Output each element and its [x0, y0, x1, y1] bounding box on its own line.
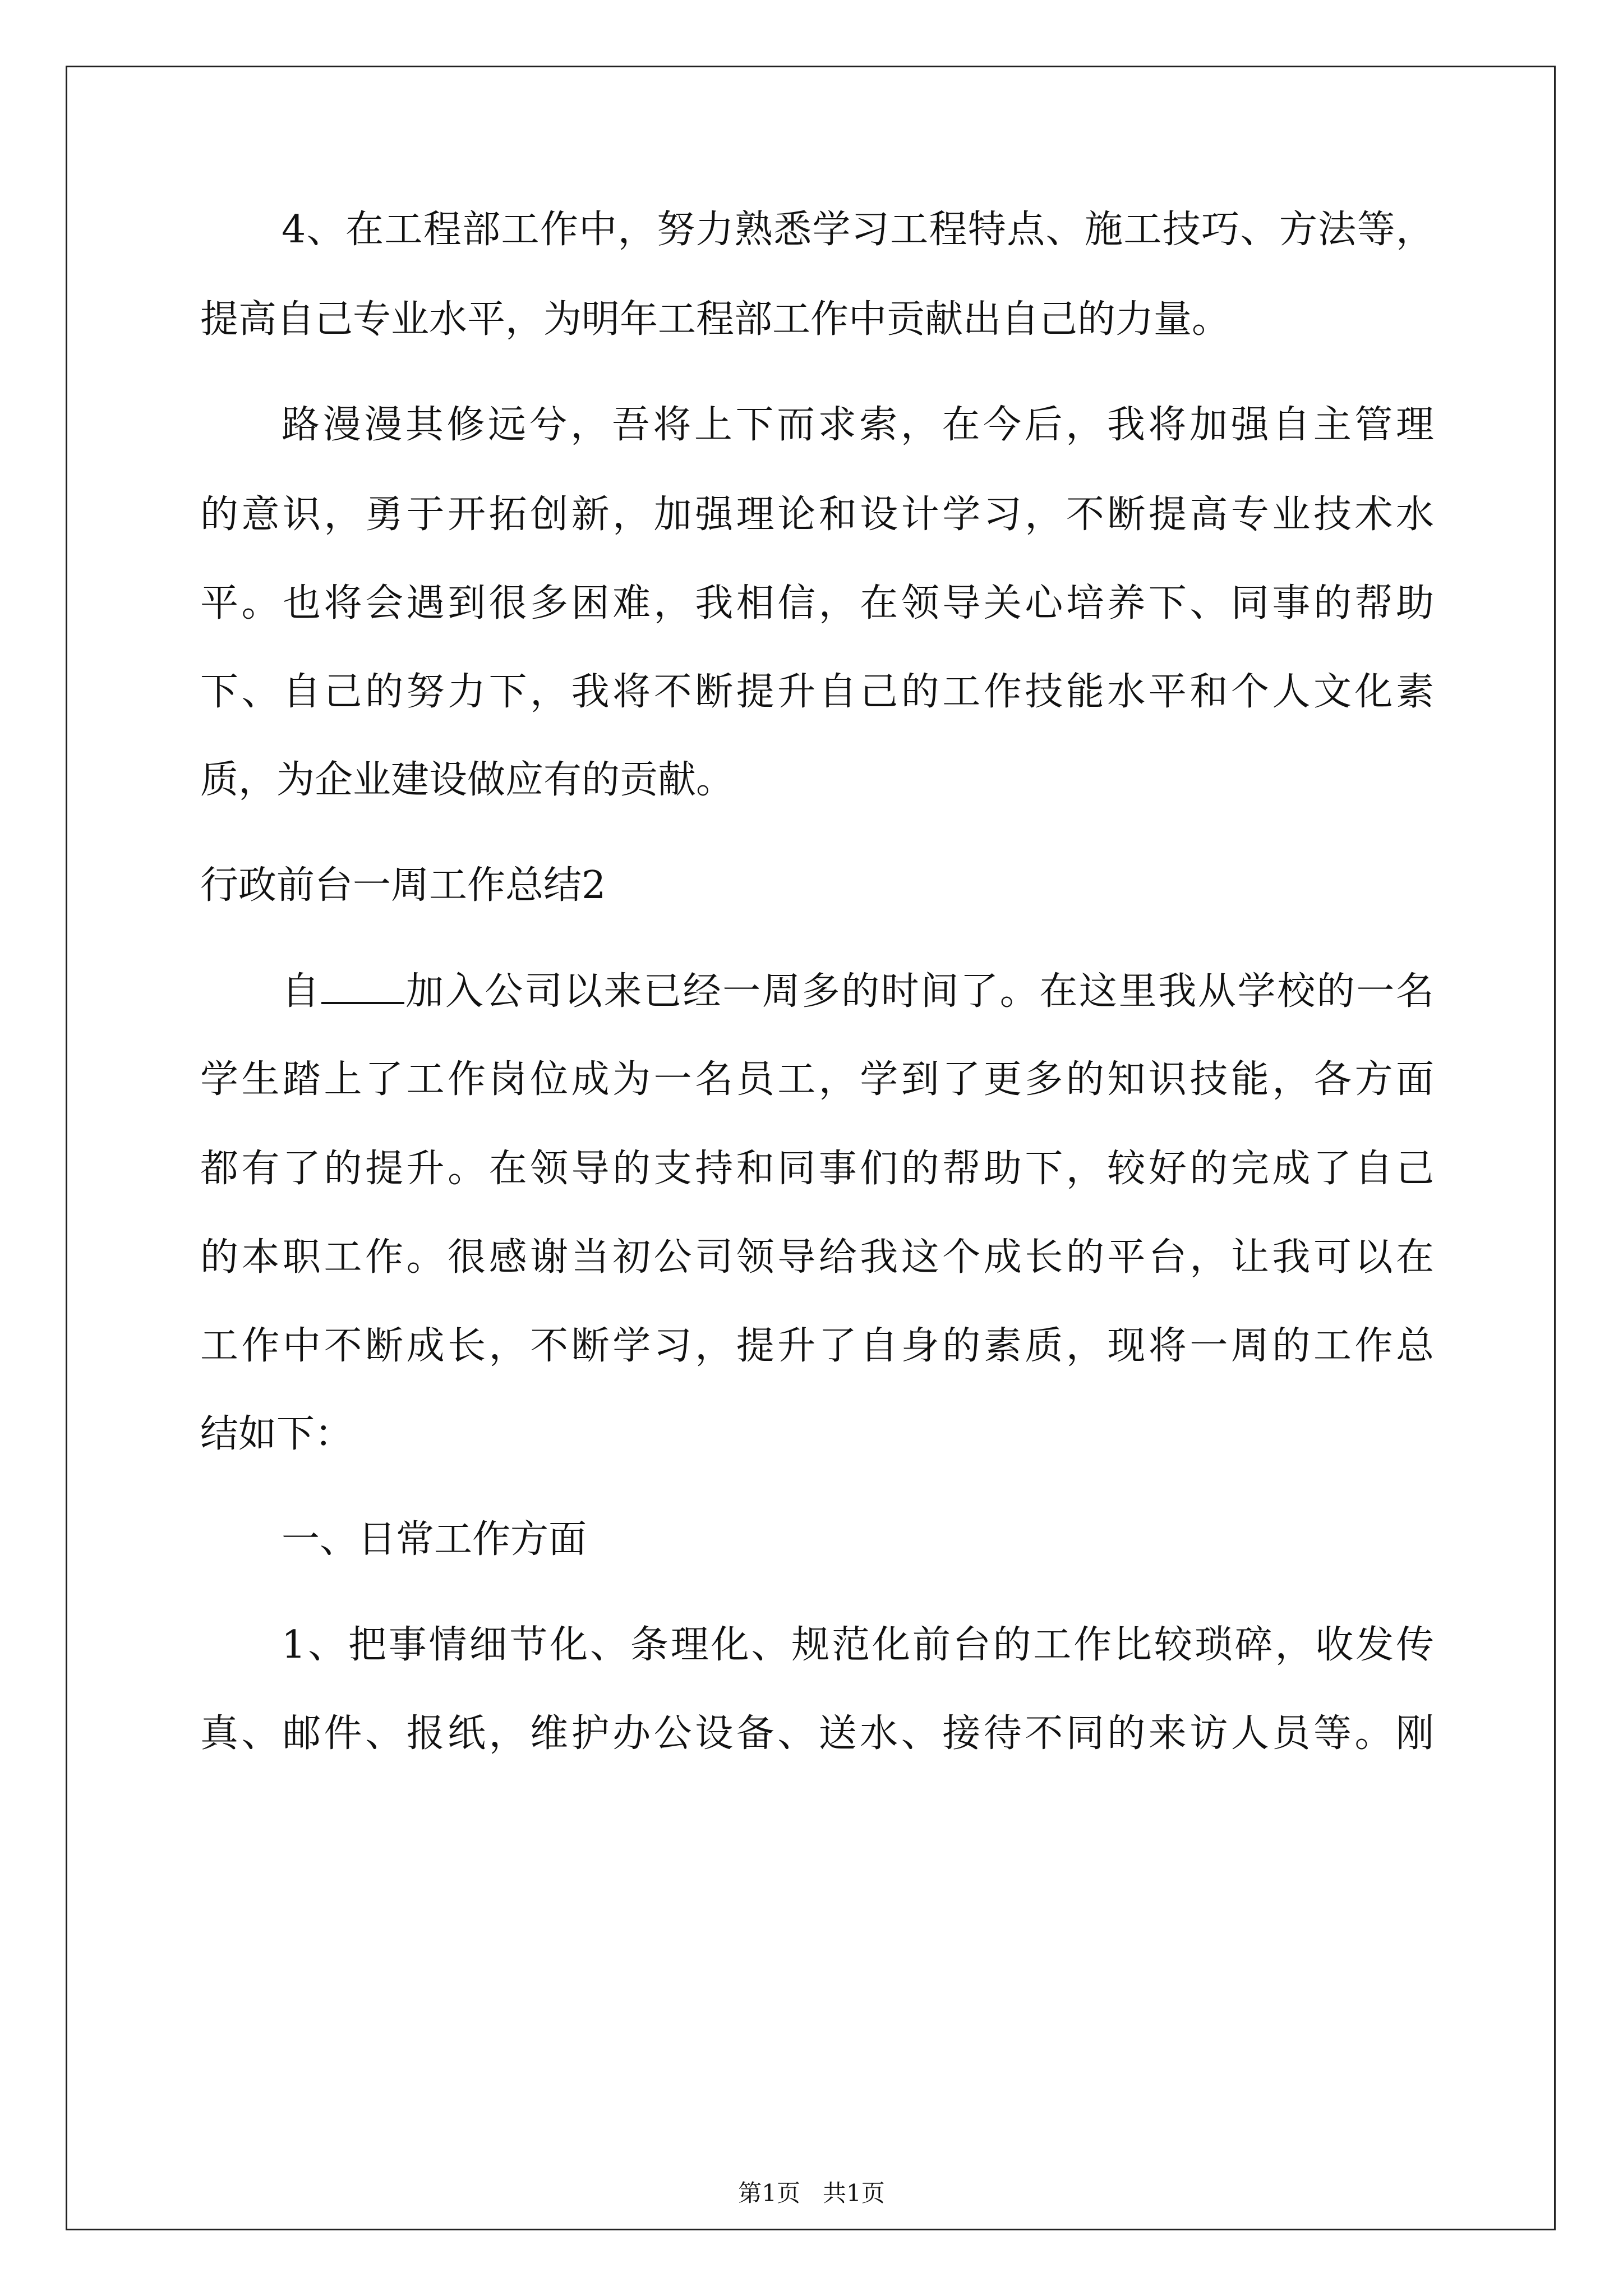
paragraph-line: 的意识，勇于开拓创新，加强理论和设计学习，不断提高专业技术水 — [200, 493, 1434, 537]
paragraph-line: 学生踏上了工作岗位成为一名员工，学到了更多的知识技能，各方面 — [200, 1057, 1434, 1102]
section-heading: 行政前台一周工作总结2 — [200, 863, 606, 908]
paragraph-line: 4、在工程部工作中，努力熟悉学习工程特点、施工技巧、方法等， — [282, 208, 1434, 252]
paragraph-line: 提高自己专业水平，为明年工程部工作中贡献出自己的力量。 — [200, 297, 1230, 342]
subheading: 一、日常工作方面 — [282, 1517, 587, 1562]
page-total: 共1页 — [823, 2179, 885, 2207]
fill-in-blank — [321, 967, 404, 1004]
paragraph-line: 工作中不断成长，不断学习，提升了自身的素质，现将一周的工作总 — [200, 1324, 1434, 1368]
paragraph-line: 路漫漫其修远兮，吾将上下而求索，在今后，我将加强自主管理 — [282, 403, 1434, 447]
page-footer — [0, 2177, 1623, 2210]
page-number: 第1页 — [738, 2179, 800, 2207]
line-suffix: 加入公司以来已经一周多的时间了。在这里我从学校的一名 — [404, 969, 1434, 1014]
paragraph-line: 平。也将会遇到很多困难，我相信，在领导关心培养下、同事的帮助 — [200, 581, 1434, 625]
paragraph-line: 都有了的提升。在领导的支持和同事们的帮助下，较好的完成了自己 — [200, 1147, 1434, 1191]
paragraph-line: 结如下： — [200, 1412, 353, 1456]
paragraph-line: 真、邮件、报纸，维护办公设备、送水、接待不同的来访人员等。刚 — [200, 1711, 1434, 1756]
paragraph-line: 质，为企业建设做应有的贡献。 — [200, 758, 735, 802]
paragraph-line: 下、自己的努力下，我将不断提升自己的工作技能水平和个人文化素 — [200, 670, 1434, 714]
paragraph-line: 的本职工作。很感谢当初公司领导给我这个成长的平台，让我可以在 — [200, 1235, 1434, 1280]
paragraph-line: 1、把事情细节化、条理化、规范化前台的工作比较琐碎，收发传 — [282, 1623, 1434, 1667]
paragraph-line — [282, 967, 1434, 1017]
line-prefix: 自 — [282, 969, 321, 1014]
